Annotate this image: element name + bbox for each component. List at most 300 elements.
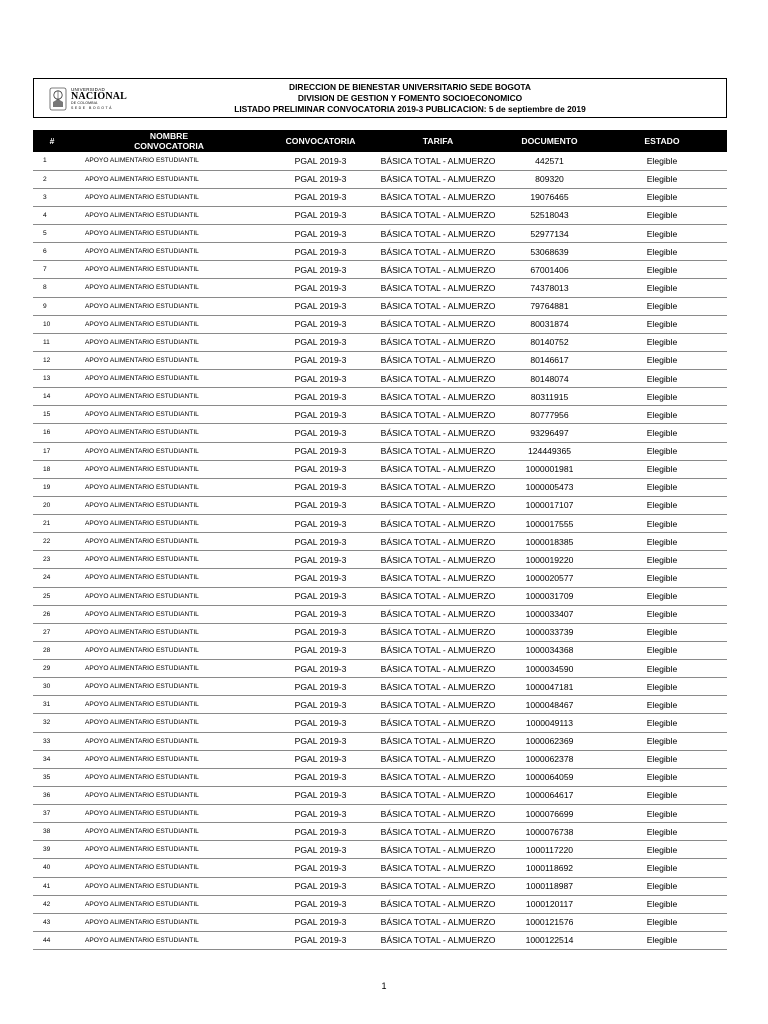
cell-tarifa: BÁSICA TOTAL - ALMUERZO — [374, 587, 502, 605]
cell-num: 41 — [33, 877, 71, 895]
cell-tarifa: BÁSICA TOTAL - ALMUERZO — [374, 370, 502, 388]
cell-tarifa: BÁSICA TOTAL - ALMUERZO — [374, 805, 502, 823]
table-row — [33, 225, 727, 243]
cell-nombre: APOYO ALIMENTARIO ESTUDIANTIL — [71, 406, 267, 424]
cell-num: 8 — [33, 279, 71, 297]
cell-documento: 1000118987 — [502, 877, 597, 895]
cell-documento: 79764881 — [502, 297, 597, 315]
table-row — [33, 841, 727, 859]
cell-estado: Elegible — [597, 569, 727, 587]
cell-nombre: APOYO ALIMENTARIO ESTUDIANTIL — [71, 551, 267, 569]
cell-nombre: APOYO ALIMENTARIO ESTUDIANTIL — [71, 297, 267, 315]
cell-num: 6 — [33, 243, 71, 261]
page-number: 1 — [381, 981, 387, 991]
table-row — [33, 442, 727, 460]
table-body — [33, 152, 727, 950]
cell-convocatoria: PGAL 2019-3 — [267, 188, 374, 206]
cell-tarifa: BÁSICA TOTAL - ALMUERZO — [374, 442, 502, 460]
cell-documento: 1000018385 — [502, 533, 597, 551]
cell-estado: Elegible — [597, 152, 727, 170]
cell-documento: 80777956 — [502, 406, 597, 424]
cell-estado: Elegible — [597, 660, 727, 678]
cell-nombre: APOYO ALIMENTARIO ESTUDIANTIL — [71, 442, 267, 460]
cell-estado: Elegible — [597, 515, 727, 533]
cell-num: 42 — [33, 895, 71, 913]
col-header-estado: ESTADO — [597, 130, 727, 152]
cell-tarifa: BÁSICA TOTAL - ALMUERZO — [374, 913, 502, 931]
cell-convocatoria: PGAL 2019-3 — [267, 641, 374, 659]
cell-convocatoria: PGAL 2019-3 — [267, 496, 374, 514]
cell-documento: 1000034590 — [502, 660, 597, 678]
cell-convocatoria: PGAL 2019-3 — [267, 460, 374, 478]
cell-num: 31 — [33, 696, 71, 714]
table-row — [33, 786, 727, 804]
cell-tarifa: BÁSICA TOTAL - ALMUERZO — [374, 623, 502, 641]
university-seal-icon — [49, 87, 67, 111]
cell-num: 18 — [33, 460, 71, 478]
cell-documento: 1000019220 — [502, 551, 597, 569]
cell-convocatoria: PGAL 2019-3 — [267, 515, 374, 533]
cell-estado: Elegible — [597, 188, 727, 206]
cell-tarifa: BÁSICA TOTAL - ALMUERZO — [374, 515, 502, 533]
cell-convocatoria: PGAL 2019-3 — [267, 206, 374, 224]
cell-estado: Elegible — [597, 623, 727, 641]
cell-num: 44 — [33, 931, 71, 949]
cell-num: 32 — [33, 714, 71, 732]
cell-convocatoria: PGAL 2019-3 — [267, 931, 374, 949]
cell-estado: Elegible — [597, 496, 727, 514]
cell-estado: Elegible — [597, 351, 727, 369]
cell-tarifa: BÁSICA TOTAL - ALMUERZO — [374, 533, 502, 551]
cell-estado: Elegible — [597, 442, 727, 460]
cell-nombre: APOYO ALIMENTARIO ESTUDIANTIL — [71, 424, 267, 442]
table-header-row — [33, 130, 727, 152]
cell-convocatoria: PGAL 2019-3 — [267, 714, 374, 732]
cell-estado: Elegible — [597, 533, 727, 551]
cell-num: 30 — [33, 678, 71, 696]
cell-tarifa: BÁSICA TOTAL - ALMUERZO — [374, 750, 502, 768]
cell-documento: 1000120117 — [502, 895, 597, 913]
cell-convocatoria: PGAL 2019-3 — [267, 841, 374, 859]
cell-nombre: APOYO ALIMENTARIO ESTUDIANTIL — [71, 460, 267, 478]
cell-convocatoria: PGAL 2019-3 — [267, 913, 374, 931]
cell-convocatoria: PGAL 2019-3 — [267, 623, 374, 641]
cell-nombre: APOYO ALIMENTARIO ESTUDIANTIL — [71, 188, 267, 206]
cell-convocatoria: PGAL 2019-3 — [267, 170, 374, 188]
cell-estado: Elegible — [597, 641, 727, 659]
cell-convocatoria: PGAL 2019-3 — [267, 732, 374, 750]
table-row — [33, 913, 727, 931]
cell-documento: 1000017555 — [502, 515, 597, 533]
cell-documento: 1000047181 — [502, 678, 597, 696]
cell-tarifa: BÁSICA TOTAL - ALMUERZO — [374, 297, 502, 315]
cell-documento: 1000049113 — [502, 714, 597, 732]
cell-tarifa: BÁSICA TOTAL - ALMUERZO — [374, 696, 502, 714]
cell-estado: Elegible — [597, 696, 727, 714]
col-header-nombre — [71, 130, 267, 152]
cell-convocatoria: PGAL 2019-3 — [267, 823, 374, 841]
cell-estado: Elegible — [597, 315, 727, 333]
cell-nombre: APOYO ALIMENTARIO ESTUDIANTIL — [71, 786, 267, 804]
cell-estado: Elegible — [597, 805, 727, 823]
cell-nombre: APOYO ALIMENTARIO ESTUDIANTIL — [71, 750, 267, 768]
cell-nombre: APOYO ALIMENTARIO ESTUDIANTIL — [71, 678, 267, 696]
cell-convocatoria: PGAL 2019-3 — [267, 696, 374, 714]
cell-nombre: APOYO ALIMENTARIO ESTUDIANTIL — [71, 931, 267, 949]
cell-tarifa: BÁSICA TOTAL - ALMUERZO — [374, 261, 502, 279]
cell-documento: 1000017107 — [502, 496, 597, 514]
cell-convocatoria: PGAL 2019-3 — [267, 424, 374, 442]
table-row — [33, 750, 727, 768]
cell-tarifa: BÁSICA TOTAL - ALMUERZO — [374, 206, 502, 224]
cell-documento: 80148074 — [502, 370, 597, 388]
cell-tarifa: BÁSICA TOTAL - ALMUERZO — [374, 496, 502, 514]
table-row — [33, 877, 727, 895]
cell-num: 35 — [33, 768, 71, 786]
cell-nombre: APOYO ALIMENTARIO ESTUDIANTIL — [71, 569, 267, 587]
cell-documento: 19076465 — [502, 188, 597, 206]
cell-documento: 1000062369 — [502, 732, 597, 750]
table-row — [33, 152, 727, 170]
cell-convocatoria: PGAL 2019-3 — [267, 315, 374, 333]
cell-convocatoria: PGAL 2019-3 — [267, 786, 374, 804]
table-row — [33, 515, 727, 533]
cell-num: 43 — [33, 913, 71, 931]
table-row — [33, 805, 727, 823]
cell-documento: 52977134 — [502, 225, 597, 243]
cell-num: 4 — [33, 206, 71, 224]
table-row — [33, 660, 727, 678]
cell-nombre: APOYO ALIMENTARIO ESTUDIANTIL — [71, 768, 267, 786]
cell-nombre: APOYO ALIMENTARIO ESTUDIANTIL — [71, 370, 267, 388]
cell-nombre: APOYO ALIMENTARIO ESTUDIANTIL — [71, 388, 267, 406]
cell-convocatoria: PGAL 2019-3 — [267, 152, 374, 170]
cell-documento: 1000031709 — [502, 587, 597, 605]
cell-documento: 67001406 — [502, 261, 597, 279]
table-row — [33, 623, 727, 641]
cell-convocatoria: PGAL 2019-3 — [267, 333, 374, 351]
cell-tarifa: BÁSICA TOTAL - ALMUERZO — [374, 388, 502, 406]
cell-estado: Elegible — [597, 551, 727, 569]
cell-num: 19 — [33, 478, 71, 496]
cell-documento: 1000033739 — [502, 623, 597, 641]
cell-nombre: APOYO ALIMENTARIO ESTUDIANTIL — [71, 605, 267, 623]
cell-convocatoria: PGAL 2019-3 — [267, 370, 374, 388]
table-row — [33, 895, 727, 913]
cell-documento: 1000001981 — [502, 460, 597, 478]
cell-convocatoria: PGAL 2019-3 — [267, 442, 374, 460]
cell-tarifa: BÁSICA TOTAL - ALMUERZO — [374, 641, 502, 659]
cell-estado: Elegible — [597, 750, 727, 768]
table-row — [33, 370, 727, 388]
table-row — [33, 931, 727, 949]
cell-num: 2 — [33, 170, 71, 188]
cell-convocatoria: PGAL 2019-3 — [267, 805, 374, 823]
cell-tarifa: BÁSICA TOTAL - ALMUERZO — [374, 877, 502, 895]
cell-estado: Elegible — [597, 823, 727, 841]
cell-estado: Elegible — [597, 587, 727, 605]
cell-documento: 1000076738 — [502, 823, 597, 841]
cell-documento: 1000064617 — [502, 786, 597, 804]
table-row — [33, 188, 727, 206]
cell-convocatoria: PGAL 2019-3 — [267, 225, 374, 243]
logo-line-3: DE COLOMBIA — [71, 101, 98, 106]
cell-convocatoria: PGAL 2019-3 — [267, 587, 374, 605]
col-header-nombre-line-1: NOMBRE — [149, 131, 189, 141]
cell-nombre: APOYO ALIMENTARIO ESTUDIANTIL — [71, 823, 267, 841]
cell-nombre: APOYO ALIMENTARIO ESTUDIANTIL — [71, 587, 267, 605]
col-header-documento: DOCUMENTO — [502, 130, 597, 152]
table-row — [33, 424, 727, 442]
cell-documento: 80031874 — [502, 315, 597, 333]
table-row — [33, 732, 727, 750]
cell-nombre: APOYO ALIMENTARIO ESTUDIANTIL — [71, 714, 267, 732]
cell-convocatoria: PGAL 2019-3 — [267, 351, 374, 369]
cell-estado: Elegible — [597, 786, 727, 804]
cell-documento: 1000005473 — [502, 478, 597, 496]
cell-nombre: APOYO ALIMENTARIO ESTUDIANTIL — [71, 496, 267, 514]
cell-convocatoria: PGAL 2019-3 — [267, 895, 374, 913]
cell-num: 26 — [33, 605, 71, 623]
table-row — [33, 333, 727, 351]
table-row — [33, 551, 727, 569]
cell-convocatoria: PGAL 2019-3 — [267, 243, 374, 261]
cell-num: 11 — [33, 333, 71, 351]
logo-line-4: SEDE BOGOTÁ — [71, 105, 113, 110]
cell-documento: 1000048467 — [502, 696, 597, 714]
cell-documento: 124449365 — [502, 442, 597, 460]
cell-convocatoria: PGAL 2019-3 — [267, 478, 374, 496]
cell-estado: Elegible — [597, 206, 727, 224]
cell-nombre: APOYO ALIMENTARIO ESTUDIANTIL — [71, 261, 267, 279]
cell-num: 9 — [33, 297, 71, 315]
cell-num: 34 — [33, 750, 71, 768]
cell-nombre: APOYO ALIMENTARIO ESTUDIANTIL — [71, 696, 267, 714]
cell-documento: 1000034368 — [502, 641, 597, 659]
cell-documento: 1000064059 — [502, 768, 597, 786]
document-header — [33, 78, 727, 118]
header-title-line-1: DIRECCION DE BIENESTAR UNIVERSITARIO SEDE BOGOTA — [289, 82, 531, 92]
cell-estado: Elegible — [597, 478, 727, 496]
cell-estado: Elegible — [597, 460, 727, 478]
cell-convocatoria: PGAL 2019-3 — [267, 750, 374, 768]
cell-estado: Elegible — [597, 605, 727, 623]
cell-tarifa: BÁSICA TOTAL - ALMUERZO — [374, 279, 502, 297]
cell-tarifa: BÁSICA TOTAL - ALMUERZO — [374, 406, 502, 424]
cell-num: 7 — [33, 261, 71, 279]
table-row — [33, 533, 727, 551]
col-header-convocatoria: CONVOCATORIA — [267, 130, 374, 152]
table-row — [33, 496, 727, 514]
cell-tarifa: BÁSICA TOTAL - ALMUERZO — [374, 551, 502, 569]
cell-tarifa: BÁSICA TOTAL - ALMUERZO — [374, 823, 502, 841]
cell-tarifa: BÁSICA TOTAL - ALMUERZO — [374, 152, 502, 170]
cell-nombre: APOYO ALIMENTARIO ESTUDIANTIL — [71, 805, 267, 823]
cell-documento: 809320 — [502, 170, 597, 188]
cell-convocatoria: PGAL 2019-3 — [267, 660, 374, 678]
cell-documento: 74378013 — [502, 279, 597, 297]
cell-estado: Elegible — [597, 406, 727, 424]
table-row — [33, 859, 727, 877]
cell-num: 40 — [33, 859, 71, 877]
table-row — [33, 243, 727, 261]
cell-nombre: APOYO ALIMENTARIO ESTUDIANTIL — [71, 351, 267, 369]
cell-num: 29 — [33, 660, 71, 678]
cell-tarifa: BÁSICA TOTAL - ALMUERZO — [374, 424, 502, 442]
cell-documento: 80311915 — [502, 388, 597, 406]
header-title-line-3: LISTADO PRELIMINAR CONVOCATORIA 2019-3 PUBLICACION: 5 de septiembre de 2019 — [234, 104, 586, 115]
table-row — [33, 460, 727, 478]
cell-estado: Elegible — [597, 732, 727, 750]
cell-nombre: APOYO ALIMENTARIO ESTUDIANTIL — [71, 225, 267, 243]
table-row — [33, 605, 727, 623]
cell-num: 39 — [33, 841, 71, 859]
cell-estado: Elegible — [597, 913, 727, 931]
cell-convocatoria: PGAL 2019-3 — [267, 297, 374, 315]
cell-convocatoria: PGAL 2019-3 — [267, 533, 374, 551]
cell-nombre: APOYO ALIMENTARIO ESTUDIANTIL — [71, 913, 267, 931]
cell-convocatoria: PGAL 2019-3 — [267, 406, 374, 424]
cell-convocatoria: PGAL 2019-3 — [267, 261, 374, 279]
table-row — [33, 406, 727, 424]
cell-num: 37 — [33, 805, 71, 823]
cell-tarifa: BÁSICA TOTAL - ALMUERZO — [374, 660, 502, 678]
cell-documento: 1000033407 — [502, 605, 597, 623]
cell-num: 28 — [33, 641, 71, 659]
cell-documento: 1000076699 — [502, 805, 597, 823]
cell-tarifa: BÁSICA TOTAL - ALMUERZO — [374, 243, 502, 261]
cell-convocatoria: PGAL 2019-3 — [267, 859, 374, 877]
cell-tarifa: BÁSICA TOTAL - ALMUERZO — [374, 931, 502, 949]
cell-num: 33 — [33, 732, 71, 750]
cell-nombre: APOYO ALIMENTARIO ESTUDIANTIL — [71, 243, 267, 261]
table-row — [33, 478, 727, 496]
cell-convocatoria: PGAL 2019-3 — [267, 605, 374, 623]
cell-num: 3 — [33, 188, 71, 206]
cell-documento: 53068639 — [502, 243, 597, 261]
table-row — [33, 279, 727, 297]
cell-estado: Elegible — [597, 714, 727, 732]
cell-num: 5 — [33, 225, 71, 243]
cell-num: 20 — [33, 496, 71, 514]
cell-estado: Elegible — [597, 370, 727, 388]
logo-line-1: UNIVERSIDAD — [71, 86, 106, 92]
table-row — [33, 261, 727, 279]
cell-convocatoria: PGAL 2019-3 — [267, 877, 374, 895]
cell-num: 24 — [33, 569, 71, 587]
cell-estado: Elegible — [597, 424, 727, 442]
cell-estado: Elegible — [597, 279, 727, 297]
cell-nombre: APOYO ALIMENTARIO ESTUDIANTIL — [71, 170, 267, 188]
table-row — [33, 569, 727, 587]
cell-tarifa: BÁSICA TOTAL - ALMUERZO — [374, 841, 502, 859]
cell-documento: 442571 — [502, 152, 597, 170]
cell-num: 22 — [33, 533, 71, 551]
cell-nombre: APOYO ALIMENTARIO ESTUDIANTIL — [71, 478, 267, 496]
cell-estado: Elegible — [597, 225, 727, 243]
table-row — [33, 823, 727, 841]
cell-documento: 1000117220 — [502, 841, 597, 859]
cell-tarifa: BÁSICA TOTAL - ALMUERZO — [374, 732, 502, 750]
cell-nombre: APOYO ALIMENTARIO ESTUDIANTIL — [71, 333, 267, 351]
header-titles — [94, 82, 726, 116]
cell-estado: Elegible — [597, 678, 727, 696]
cell-nombre: APOYO ALIMENTARIO ESTUDIANTIL — [71, 206, 267, 224]
cell-estado: Elegible — [597, 841, 727, 859]
cell-documento: 80146617 — [502, 351, 597, 369]
cell-documento: 1000062378 — [502, 750, 597, 768]
cell-nombre: APOYO ALIMENTARIO ESTUDIANTIL — [71, 641, 267, 659]
cell-num: 36 — [33, 786, 71, 804]
cell-convocatoria: PGAL 2019-3 — [267, 279, 374, 297]
cell-num: 16 — [33, 424, 71, 442]
table-row — [33, 696, 727, 714]
cell-convocatoria: PGAL 2019-3 — [267, 569, 374, 587]
cell-tarifa: BÁSICA TOTAL - ALMUERZO — [374, 678, 502, 696]
cell-documento: 52518043 — [502, 206, 597, 224]
cell-nombre: APOYO ALIMENTARIO ESTUDIANTIL — [71, 877, 267, 895]
cell-documento: 1000122514 — [502, 931, 597, 949]
cell-convocatoria: PGAL 2019-3 — [267, 768, 374, 786]
cell-num: 38 — [33, 823, 71, 841]
cell-documento: 1000020577 — [502, 569, 597, 587]
cell-nombre: APOYO ALIMENTARIO ESTUDIANTIL — [71, 623, 267, 641]
table-row — [33, 714, 727, 732]
table-row — [33, 351, 727, 369]
cell-tarifa: BÁSICA TOTAL - ALMUERZO — [374, 768, 502, 786]
col-header-num: # — [33, 130, 71, 152]
cell-estado: Elegible — [597, 768, 727, 786]
cell-tarifa: BÁSICA TOTAL - ALMUERZO — [374, 859, 502, 877]
col-header-nombre-line-2: CONVOCATORIA — [134, 141, 204, 151]
table-row — [33, 297, 727, 315]
cell-documento: 93296497 — [502, 424, 597, 442]
cell-nombre: APOYO ALIMENTARIO ESTUDIANTIL — [71, 533, 267, 551]
cell-nombre: APOYO ALIMENTARIO ESTUDIANTIL — [71, 279, 267, 297]
header-title-line-2: DIVISION DE GESTION Y FOMENTO SOCIOECONOMICO — [297, 93, 523, 104]
cell-documento: 1000118692 — [502, 859, 597, 877]
table-row — [33, 587, 727, 605]
cell-num: 13 — [33, 370, 71, 388]
cell-documento: 1000121576 — [502, 913, 597, 931]
cell-convocatoria: PGAL 2019-3 — [267, 551, 374, 569]
cell-num: 10 — [33, 315, 71, 333]
cell-nombre: APOYO ALIMENTARIO ESTUDIANTIL — [71, 841, 267, 859]
cell-num: 23 — [33, 551, 71, 569]
cell-estado: Elegible — [597, 859, 727, 877]
cell-convocatoria: PGAL 2019-3 — [267, 678, 374, 696]
cell-estado: Elegible — [597, 931, 727, 949]
cell-tarifa: BÁSICA TOTAL - ALMUERZO — [374, 714, 502, 732]
cell-estado: Elegible — [597, 243, 727, 261]
cell-tarifa: BÁSICA TOTAL - ALMUERZO — [374, 315, 502, 333]
cell-estado: Elegible — [597, 297, 727, 315]
cell-tarifa: BÁSICA TOTAL - ALMUERZO — [374, 569, 502, 587]
cell-estado: Elegible — [597, 170, 727, 188]
cell-nombre: APOYO ALIMENTARIO ESTUDIANTIL — [71, 315, 267, 333]
cell-estado: Elegible — [597, 877, 727, 895]
cell-estado: Elegible — [597, 388, 727, 406]
cell-nombre: APOYO ALIMENTARIO ESTUDIANTIL — [71, 732, 267, 750]
cell-tarifa: BÁSICA TOTAL - ALMUERZO — [374, 460, 502, 478]
col-header-tarifa: TARIFA — [374, 130, 502, 152]
cell-tarifa: BÁSICA TOTAL - ALMUERZO — [374, 895, 502, 913]
cell-num: 15 — [33, 406, 71, 424]
cell-nombre: APOYO ALIMENTARIO ESTUDIANTIL — [71, 895, 267, 913]
cell-num: 14 — [33, 388, 71, 406]
cell-num: 25 — [33, 587, 71, 605]
cell-tarifa: BÁSICA TOTAL - ALMUERZO — [374, 605, 502, 623]
